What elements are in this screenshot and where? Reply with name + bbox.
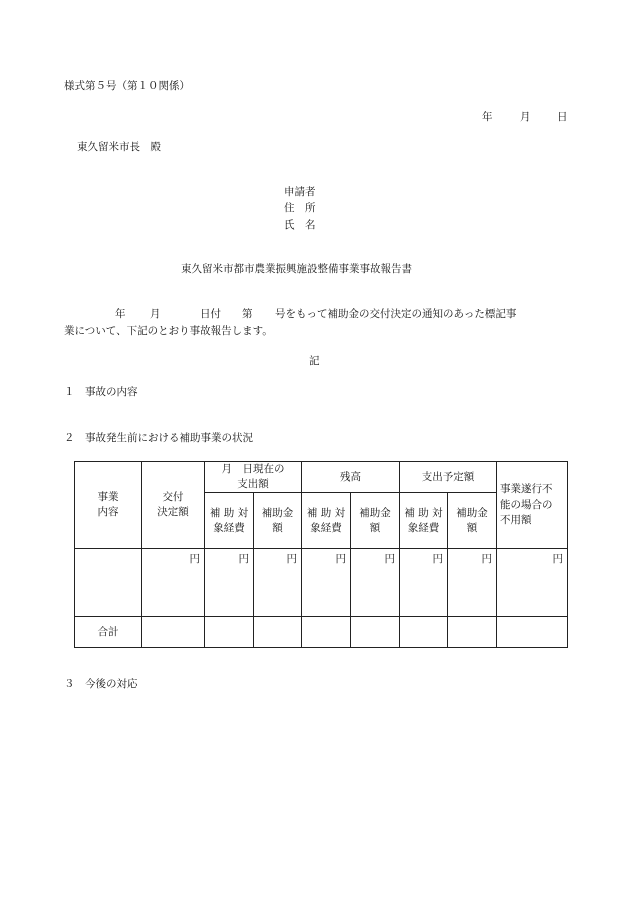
date-month: 月 bbox=[520, 111, 531, 123]
total-row bbox=[75, 617, 568, 648]
date-day: 日 bbox=[557, 111, 568, 123]
ki-label: 記 bbox=[309, 355, 320, 367]
table-row bbox=[75, 549, 568, 617]
total-cell bbox=[205, 617, 254, 648]
col-unused-header: 事業遂行不 能の場合の 不用額 bbox=[497, 462, 568, 549]
sub-header-target-expense: 補 助 対 象経費 bbox=[205, 493, 254, 549]
yen-cell: 円 bbox=[448, 549, 497, 617]
total-label: 合計 bbox=[75, 617, 142, 648]
group-balance-header: 残高 bbox=[302, 462, 400, 493]
total-cell bbox=[448, 617, 497, 648]
total-cell bbox=[254, 617, 302, 648]
addressee: 東久留米市長 殿 bbox=[77, 141, 161, 153]
body-rest: 号をもって補助金の交付決定の通知のあった標記事 bbox=[275, 308, 517, 320]
section-2: ２ 事故発生前における補助事業の状況 bbox=[64, 432, 253, 444]
section-3: ３ 今後の対応 bbox=[64, 678, 138, 690]
sub-header-subsidy: 補助金 額 bbox=[448, 493, 497, 549]
applicant-name: 氏 名 bbox=[284, 219, 316, 231]
yen-cell: 円 bbox=[205, 549, 254, 617]
sub-header-target-expense: 補 助 対 象経費 bbox=[400, 493, 448, 549]
status-table bbox=[74, 461, 568, 648]
total-cell bbox=[302, 617, 351, 648]
applicant-address: 住 所 bbox=[284, 202, 316, 214]
total-cell bbox=[400, 617, 448, 648]
sub-header-subsidy: 補助金 額 bbox=[254, 493, 302, 549]
page-title: 東久留米市都市農業振興施設整備事業事故報告書 bbox=[181, 263, 412, 275]
yen-cell: 円 bbox=[302, 549, 351, 617]
yen-cell: 円 bbox=[351, 549, 400, 617]
body-day: 日付 bbox=[200, 308, 221, 320]
total-cell bbox=[142, 617, 205, 648]
body-month: 月 bbox=[150, 308, 161, 320]
sub-header-subsidy: 補助金 額 bbox=[351, 493, 400, 549]
yen-cell: 円 bbox=[497, 549, 568, 617]
sub-header-target-expense: 補 助 対 象経費 bbox=[302, 493, 351, 549]
content-cell bbox=[75, 549, 142, 617]
col-content-header: 事業 内容 bbox=[75, 462, 142, 549]
date-year: 年 bbox=[482, 111, 493, 123]
body-no-prefix: 第 bbox=[242, 308, 253, 320]
body-line-2: 業について、下記のとおり事故報告します。 bbox=[64, 325, 273, 337]
total-cell bbox=[351, 617, 400, 648]
applicant-label: 申請者 bbox=[284, 186, 316, 198]
body-year: 年 bbox=[115, 308, 126, 320]
col-kofu-header: 交付 決定額 bbox=[142, 462, 205, 549]
group-expenditure-header: 月 日現在の 支出額 bbox=[205, 462, 302, 493]
form-number: 様式第５号（第１０関係） bbox=[64, 80, 190, 92]
group-planned-header: 支出予定額 bbox=[400, 462, 497, 493]
yen-cell: 円 bbox=[400, 549, 448, 617]
yen-cell: 円 bbox=[254, 549, 302, 617]
total-cell bbox=[497, 617, 568, 648]
section-1: １ 事故の内容 bbox=[64, 386, 138, 398]
yen-cell: 円 bbox=[142, 549, 205, 617]
